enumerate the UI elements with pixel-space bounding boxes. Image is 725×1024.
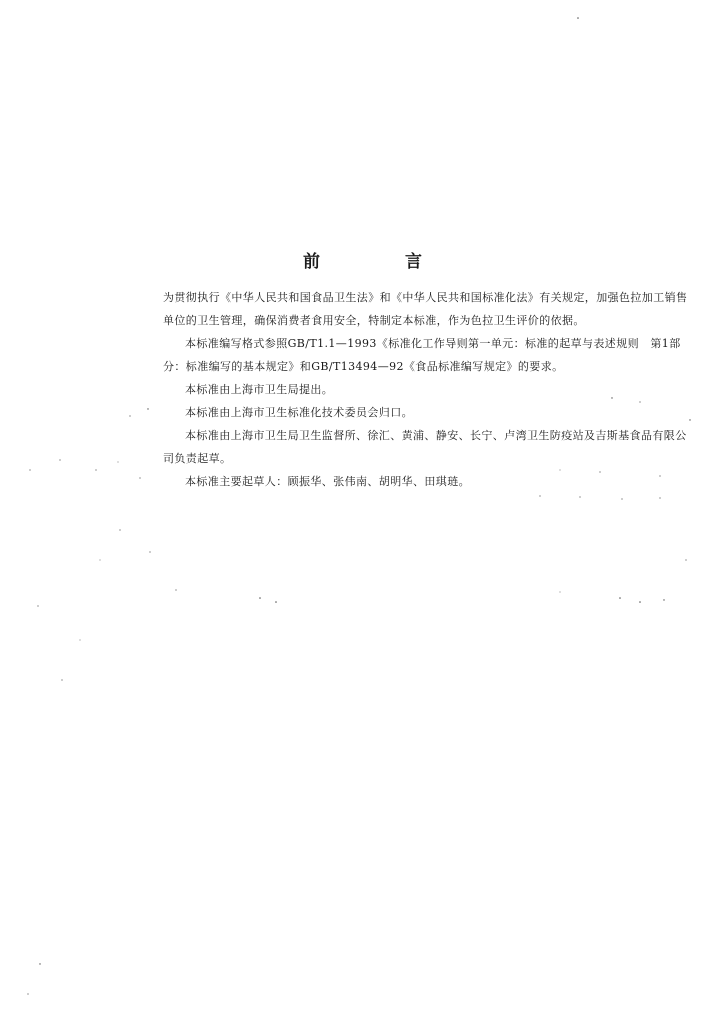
document-title: 前 言 bbox=[303, 252, 456, 272]
paragraph-drafters: 本标准主要起草人：顾振华、张伟南、胡明华、田琪琏。 bbox=[185, 475, 470, 488]
paragraph-centralized-by: 本标准由上海市卫生标准化技术委员会归口。 bbox=[185, 406, 413, 419]
paragraph-format: 本标准编写格式参照GB/T1.1—1993《标准化工作导则第一单元：标准的起草与表述规则 第1部分：标准编写的基本规定》和GB/T13494—92《食品标准编写规定》的要求。 bbox=[163, 337, 681, 373]
document-body bbox=[163, 286, 693, 493]
paragraph-purpose: 为贯彻执行《中华人民共和国食品卫生法》和《中华人民共和国标准化法》有关规定，加强色拉加工销售单位的卫生管理，确保消费者食用安全，特制定本标准，作为色拉卫生评价的依据。 bbox=[163, 291, 688, 327]
paragraph-proposed-by: 本标准由上海市卫生局提出。 bbox=[185, 383, 334, 396]
paragraph-drafted-by: 本标准由上海市卫生局卫生监督所、徐汇、黄浦、静安、长宁、卢湾卫生防疫站及吉斯基食品有限公司负责起草。 bbox=[163, 429, 687, 465]
